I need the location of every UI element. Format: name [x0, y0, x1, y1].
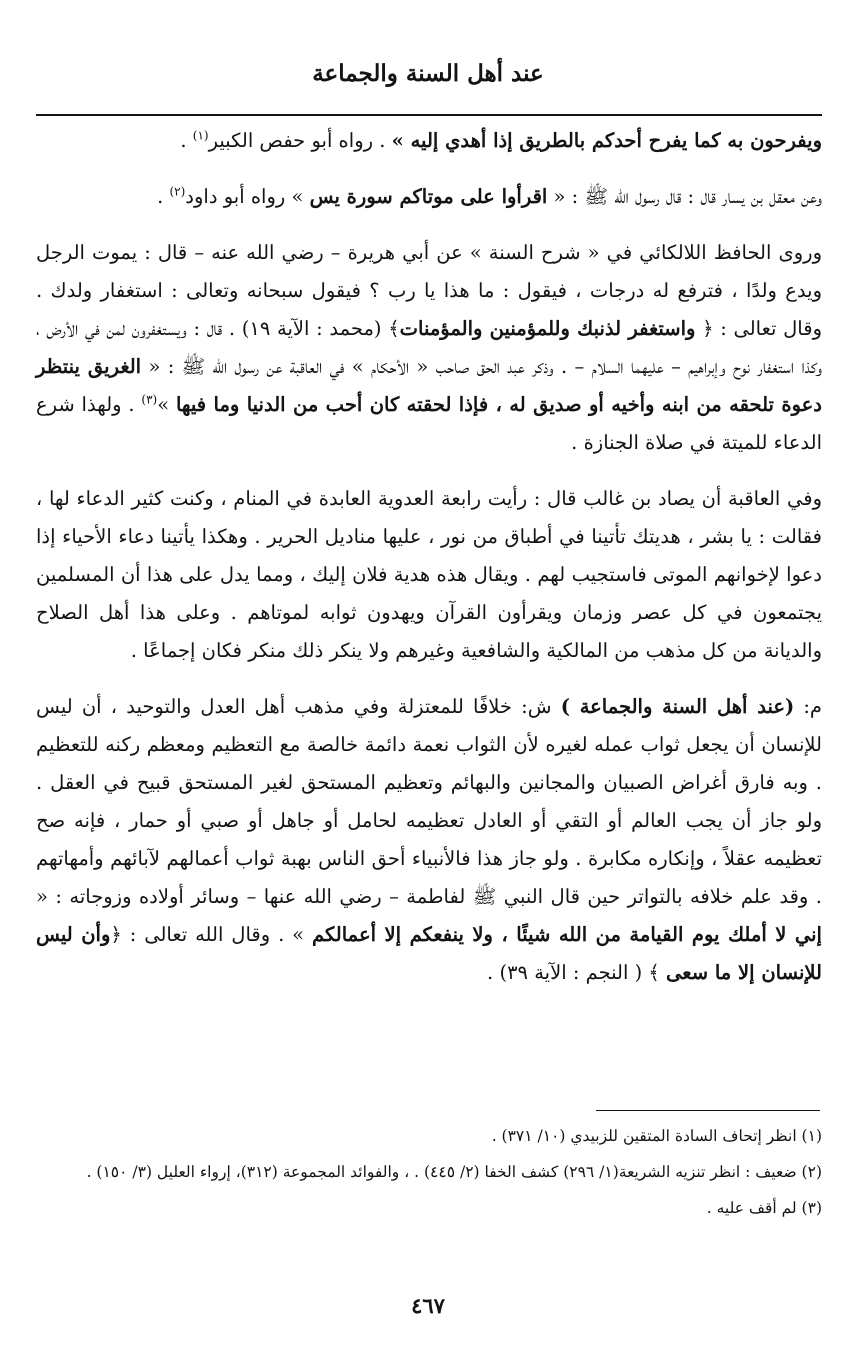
header-rule — [36, 114, 822, 116]
footnotes — [36, 1122, 822, 1230]
footnote-separator — [596, 1110, 820, 1111]
paragraph-3 — [36, 234, 822, 462]
paragraph-1 — [36, 122, 822, 160]
paragraph-text: وعن معقل بن يسار قال : قال رسول الله ﷺ : « — [547, 185, 822, 208]
paragraph-text: » — [157, 393, 176, 416]
footnote-ref-1[interactable]: (١) — [192, 128, 209, 143]
paragraph-text: » رواه أبو داود — [185, 185, 310, 208]
paragraph-text: ﴾ (محمد : الآية ١٩) . قال : ويستغفرون لمن في الأرض ، وكذا استغفار نوح وإبراهيم – عليهما السلام – . وذكر عبد الحق صاحب « الأحكام » في العاقبة عن رسول الله ﷺ : « — [36, 317, 822, 378]
footnote-1: (١) انظر إتحاف السادة المتقين للزبيدي (١٠/ ٣٧١) . — [491, 1127, 822, 1145]
paragraph-text: . ولهذا شرع الدعاء للميتة في صلاة الجنازة . — [36, 393, 822, 454]
paragraph-text: . — [180, 129, 193, 152]
hadith-text: إني لا أملك يوم القيامة من الله شيئًا ، ولا ينفعكم إلا أعمالكم — [312, 923, 822, 946]
hadith-text: الغريق ينتظر دعوة تلحقه من ابنه وأخيه أو صديق له ، فإذا لحقته كان أحب من الدنيا وما فيها — [36, 355, 822, 416]
quran-verse: واستغفر لذنبك وللمؤمنين والمؤمنات — [399, 317, 696, 340]
paragraph-text: وروى الحافظ اللالكائي في « شرح السنة » عن أبي هريرة – رضي الله عنه – قال : يموت الرجل ويدع ولدًا ، فترفع له درجات ، فيقول : ما هذا يا رب ؟ فيقول سبحانه وتعالى : استغفار ولدك . وقال تعالى : ﴿ — [36, 241, 822, 340]
page-number: ٤٦٧ — [411, 1293, 445, 1318]
hadith-text: ويفرحون به كما يفرح أحدكم بالطريق إذا أهدي إليه » — [391, 129, 822, 152]
footnote-ref-3[interactable]: (٣) — [141, 392, 158, 407]
paragraph-4: وفي العاقبة أن يصاد بن غالب قال : رأيت رابعة العدوية العابدة في المنام ، وكنت كثير الدعاء لها ، فقالت : يا بشر ، هديتك تأتينا في أطباق من نور ، عليها مناديل الحرير . وهكذا يأتينا دعاء الأحياء إذا دعوا لإخوانهم الموتى فاستجيب لهم . ويقال هذه هدية فلان إليك ، ومما يدل على هذا أن المسلمين يجتمعون في كل عصر وزمان ويقرأون القرآن ويهدون ثوابه لموتاهم . وعلى هذا أهل الصلاح والديانة من كل مذهب من المالكية والشافعية وغيرهم ولا ينكر ذلك منكر فكان إجماعًا . — [36, 487, 822, 662]
footnote-3: (٣) لم أقف عليه . — [706, 1199, 822, 1217]
paragraph-text: ش: خلافًا للمعتزلة وفي مذهب أهل العدل والتوحيد ، أن ليس للإنسان أن يجعل ثواب عمله لغيره لأن الثواب نعمة دائمة خالصة مع التعظيم ومعظم ركنه للتعظيم . وبه فارق أغراض الصبيان والمجانين والبهائم وتعظيم المستحق لغير المستحق قبيح في العقل . ولو جاز أن يجب العالم أو التقي أو العادل تعظيمه لحامل أو جاهل أو صبي أو حمار ، فإنه صح تعظيمه عقلاً ، وإنكاره مكابرة . ولو جاز هذا فالأنبياء أحق الناس بهبة ثواب أعمالهم لآبائهم وأمهاتهم . وقد علم خلافه بالتواتر حين قال النبي ﷺ لفاطمة – رضي الله عنها – وسائر أولاده وزوجاته : « — [36, 695, 822, 908]
paragraph-2 — [36, 178, 822, 216]
main-text — [36, 122, 822, 1010]
paragraph-text: . — [157, 185, 170, 208]
paragraph-text: ﴾ ( النجم : الآية ٣٩) . — [487, 961, 667, 984]
footnote-ref-2[interactable]: (٢) — [169, 184, 186, 199]
paragraph-text: . رواه أبو حفص الكبير — [208, 129, 392, 152]
hadith-text: اقرأوا على موتاكم سورة يس — [309, 185, 548, 208]
paragraph-5 — [36, 688, 822, 992]
running-header: عند أهل السنة والجماعة — [312, 60, 544, 87]
quran-verse: وأن ليس للإنسان إلا ما سعى — [36, 923, 822, 984]
footnote-2: (٢) ضعيف : انظر تنزيه الشريعة(١/ ٢٩٦) كشف الخفا (٢/ ٤٤٥) . ، والفوائد المجموعة (٣١٢)، إرواء العليل (٣/ ١٥٠) . — [86, 1163, 822, 1181]
paragraph-text: » . وقال الله تعالى : ﴿ — [110, 923, 313, 946]
matn-quote: (عند أهل السنة والجماعة ) — [560, 695, 795, 718]
paragraph-text: م: — [794, 695, 823, 718]
